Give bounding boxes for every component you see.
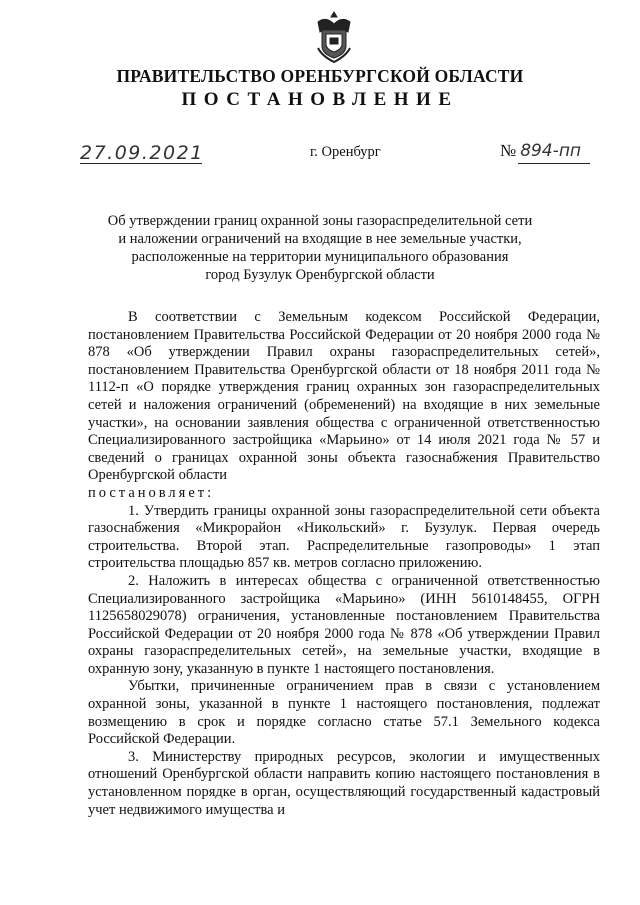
- title-line: и наложении ограничений на входящие в нее земельные участки,: [118, 231, 522, 247]
- document-date: 27.09.2021: [80, 142, 204, 164]
- number-value: 894-пп: [520, 141, 582, 161]
- body-paragraph: 1. Утвердить границы охранной зоны газораспределительной сети объекта газоснабжения «Микрорайон «Никольский» г. Бузулук. Первая очередь строительства. Второй этап. Распределительные газопроводы» 1 этап строительства площадью 857 кв. метров согласно приложению.: [88, 502, 600, 572]
- body-paragraph: 2. Наложить в интересах общества с ограниченной ответственностью Специализированного застройщика «Марьино» (ИНН 5610148455, ОГРН 1125658029078) ограничения, установленные постановлением Правительства Российской Федерации от 20 ноября 2000 года № 878 «Об утверждении Правил охраны газораспределительных сетей», на земельные участки, входящие в охранную зону, указанную в пункте 1 настоящего постановления.: [88, 572, 600, 677]
- date-underline: [80, 163, 202, 164]
- document-title: [100, 212, 540, 284]
- preamble-paragraph: В соответствии с Земельным кодексом Российской Федерации, постановлением Правительства Российской Федерации от 20 ноября 2000 года № 878 «Об утверждении Правил охраны газораспределительных сетей», постановлением Правительства Оренбургской области от 18 ноября 2011 года № 1112-п «О порядке утверждения границ охранных зон газораспределительных сетей и наложения ограничений (обременений) на входящие в них земельные участки», на основании заявления общества с ограниченной ответственностью Специализированного застройщика «Марьино» от 14 июля 2021 года № 57 и сведений о границах охранной зоны объекта газоснабжения Правительство Оренбургской области: [88, 309, 600, 484]
- number-sign: №: [500, 141, 517, 160]
- document-type: ПОСТАНОВЛЕНИЕ: [181, 89, 459, 110]
- number-underline: [518, 163, 590, 164]
- document-body: [88, 309, 600, 819]
- title-line: город Бузулук Оренбургской области: [205, 267, 435, 283]
- body-paragraph: 3. Министерству природных ресурсов, экологии и имущественных отношений Оренбургской области направить копию настоящего постановления в установленном порядке в орган, осуществляющий государственный кадастровый учет недвижимого имущества и: [88, 748, 600, 818]
- title-line: Об утверждении границ охранной зоны газораспределительной сети: [107, 213, 533, 229]
- decree-word: постановляет:: [88, 484, 215, 501]
- document-number: [500, 141, 581, 161]
- organization-name: ПРАВИТЕЛЬСТВО ОРЕНБУРГСКОЙ ОБЛАСТИ: [116, 66, 524, 86]
- body-paragraph: Убытки, причиненные ограничением прав в связи с установлением охранной зоны, указанной в пункте 1 настоящего постановления, подлежат возмещению в срок и порядке согласно статье 57.1 Земельного кодекса Российской Федерации.: [88, 678, 600, 748]
- title-line: расположенные на территории муниципального образования: [131, 249, 509, 265]
- document-city: г. Оренбург: [310, 144, 381, 160]
- coat-of-arms-icon: [312, 8, 356, 64]
